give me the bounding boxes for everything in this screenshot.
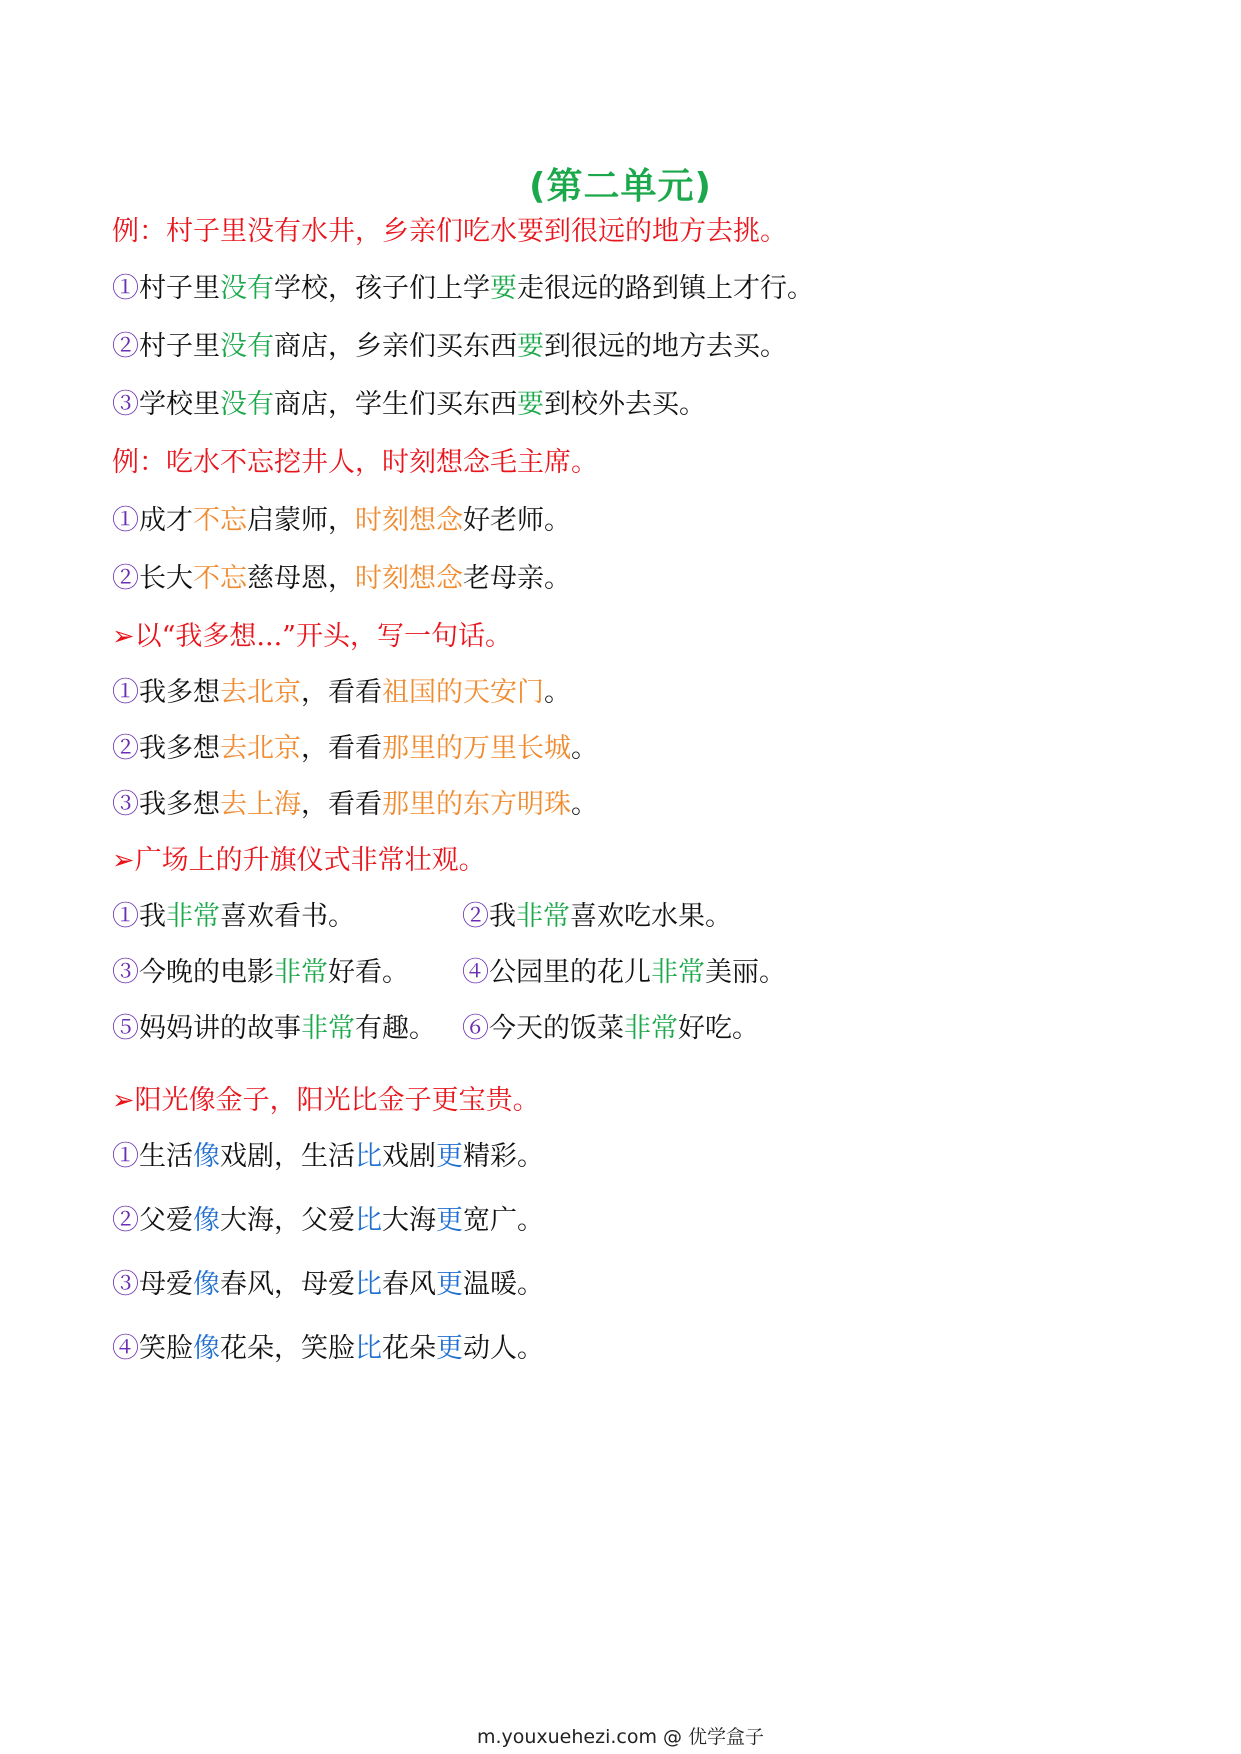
item-number: ① [112,273,139,304]
highlight-text: 非常 [166,901,220,932]
highlight-text: 非常 [301,1013,355,1044]
sentence-text: 例：村子里没有水井，乡亲们吃水要到很远的地方去挑。 [112,216,787,247]
footer-watermark: m.youxuehezi.com @ 优学盒子 [476,1726,765,1748]
highlight-text: 不忘 [193,563,247,594]
sentence-text: 村子里 [139,273,220,304]
sentence-text: 好看。 [328,957,409,988]
highlight-text: 不忘 [193,505,247,536]
sentence-text: 我多想 [139,677,220,708]
item-number: ③ [112,957,139,988]
sentence-text: 。 [544,677,571,708]
highlight-text: 那里的万里长城 [382,733,571,764]
sentence-text: ，看看 [301,789,382,820]
item-number: ① [112,901,139,932]
item-number: ② [112,331,139,362]
sentence-text: ➢阳光像金子，阳光比金子更宝贵。 [112,1085,540,1116]
sentence-text: 花朵，笑脸 [220,1333,355,1364]
item-number: ③ [112,1269,139,1300]
sentence-text: 慈母恩， [247,563,355,594]
item-number: ④ [462,957,489,988]
sentence-text: 到很远的地方去买。 [544,331,787,362]
highlight-text: 像 [193,1141,220,1172]
sentence-text: 大海，父爱 [220,1205,355,1236]
highlight-text: 比 [355,1141,382,1172]
example-sentence [112,385,706,425]
highlight-text: 去上海 [220,789,301,820]
highlight-text: 像 [193,1205,220,1236]
highlight-text: 更 [436,1141,463,1172]
section-heading [112,443,598,483]
sentence-text: 温暖。 [463,1269,544,1300]
sentence-text: 今晚的电影 [139,957,274,988]
item-number: ② [462,901,489,932]
sentence-text: ➢广场上的升旗仪式非常壮观。 [112,845,486,876]
highlight-text: 去北京 [220,677,301,708]
sentence-text: 我 [489,901,516,932]
example-sentence [112,729,598,769]
item-number: ② [112,563,139,594]
highlight-text: 比 [355,1205,382,1236]
sentence-text: 戏剧 [382,1141,436,1172]
highlight-text: 那里的东方明珠 [382,789,571,820]
sentence-text: 走很远的路到镇上才行。 [517,273,814,304]
sentence-text: 长大 [139,563,193,594]
item-number: ① [112,1141,139,1172]
highlight-text: 非常 [274,957,328,988]
section-heading [112,841,486,881]
item-number: ⑥ [462,1013,489,1044]
highlight-text: 非常 [516,901,570,932]
highlight-text: 祖国的天安门 [382,677,544,708]
sentence-text: 母爱 [139,1269,193,1300]
highlight-text: 没有 [220,389,274,420]
section-heading [112,617,512,657]
example-sentence [462,897,732,937]
sentence-text: 好吃。 [678,1013,759,1044]
example-sentence [112,1009,436,1049]
highlight-text: 要 [517,331,544,362]
sentence-text: ，看看 [301,677,382,708]
sentence-text: 戏剧，生活 [220,1141,355,1172]
highlight-text: 去北京 [220,733,301,764]
sentence-text: 喜欢吃水果。 [570,901,732,932]
sentence-text: 美丽。 [705,957,786,988]
highlight-text: 像 [193,1333,220,1364]
example-sentence [112,953,409,993]
sentence-text: 。 [571,733,598,764]
highlight-text: 时刻想念 [355,563,463,594]
sentence-text: 。 [571,789,598,820]
item-number: ③ [112,789,139,820]
sentence-text: 启蒙师， [247,505,355,536]
example-sentence [112,673,571,713]
sentence-text: 春风 [382,1269,436,1300]
example-sentence [112,559,571,599]
item-number: ② [112,1205,139,1236]
sentence-text: 学校里 [139,389,220,420]
sentence-text: 公园里的花儿 [489,957,651,988]
section-heading [112,212,787,252]
sentence-text: 学校，孩子们上学 [274,273,490,304]
highlight-text: 比 [355,1269,382,1300]
highlight-text: 更 [436,1205,463,1236]
highlight-text: 没有 [220,273,274,304]
sentence-text: 父爱 [139,1205,193,1236]
highlight-text: 要 [517,389,544,420]
sentence-text: 有趣。 [355,1013,436,1044]
sentence-text: 花朵 [382,1333,436,1364]
item-number: ① [112,677,139,708]
highlight-text: 非常 [651,957,705,988]
highlight-text: 像 [193,1269,220,1300]
sentence-text: 我 [139,901,166,932]
item-number: ① [112,505,139,536]
sentence-text: 商店，学生们买东西 [274,389,517,420]
sentence-text: 动人。 [463,1333,544,1364]
item-number: ③ [112,389,139,420]
example-sentence [112,501,571,541]
highlight-text: 更 [436,1269,463,1300]
highlight-text: 要 [490,273,517,304]
section-heading [112,1081,540,1121]
sentence-text: 成才 [139,505,193,536]
example-sentence [462,953,786,993]
highlight-text: 非常 [624,1013,678,1044]
sentence-text: 春风，母爱 [220,1269,355,1300]
sentence-text: 村子里 [139,331,220,362]
highlight-text: 没有 [220,331,274,362]
sentence-text: 喜欢看书。 [220,901,355,932]
sentence-text: 好老师。 [463,505,571,536]
sentence-text: 商店，乡亲们买东西 [274,331,517,362]
example-sentence [112,1329,544,1369]
sentence-text: 大海 [382,1205,436,1236]
example-sentence [112,897,355,937]
sentence-text: 到校外去买。 [544,389,706,420]
sentence-text: 精彩。 [463,1141,544,1172]
sentence-text: 老母亲。 [463,563,571,594]
page-title: (第二单元) [529,166,712,207]
example-sentence [112,1265,544,1305]
sentence-text: 生活 [139,1141,193,1172]
item-number: ② [112,733,139,764]
example-sentence [462,1009,759,1049]
item-number: ⑤ [112,1013,139,1044]
sentence-text: ，看看 [301,733,382,764]
sentence-text: 我多想 [139,733,220,764]
item-number: ④ [112,1333,139,1364]
sentence-text: 例：吃水不忘挖井人，时刻想念毛主席。 [112,447,598,478]
sentence-text: 笑脸 [139,1333,193,1364]
example-sentence [112,269,814,309]
example-sentence [112,1201,544,1241]
highlight-text: 更 [436,1333,463,1364]
sentence-text: 我多想 [139,789,220,820]
highlight-text: 比 [355,1333,382,1364]
sentence-text: ➢以“我多想...”开头，写一句话。 [112,621,512,652]
sentence-text: 今天的饭菜 [489,1013,624,1044]
example-sentence [112,1137,544,1177]
sentence-text: 宽广。 [463,1205,544,1236]
example-sentence [112,327,787,367]
sentence-text: 妈妈讲的故事 [139,1013,301,1044]
example-sentence [112,785,598,825]
highlight-text: 时刻想念 [355,505,463,536]
